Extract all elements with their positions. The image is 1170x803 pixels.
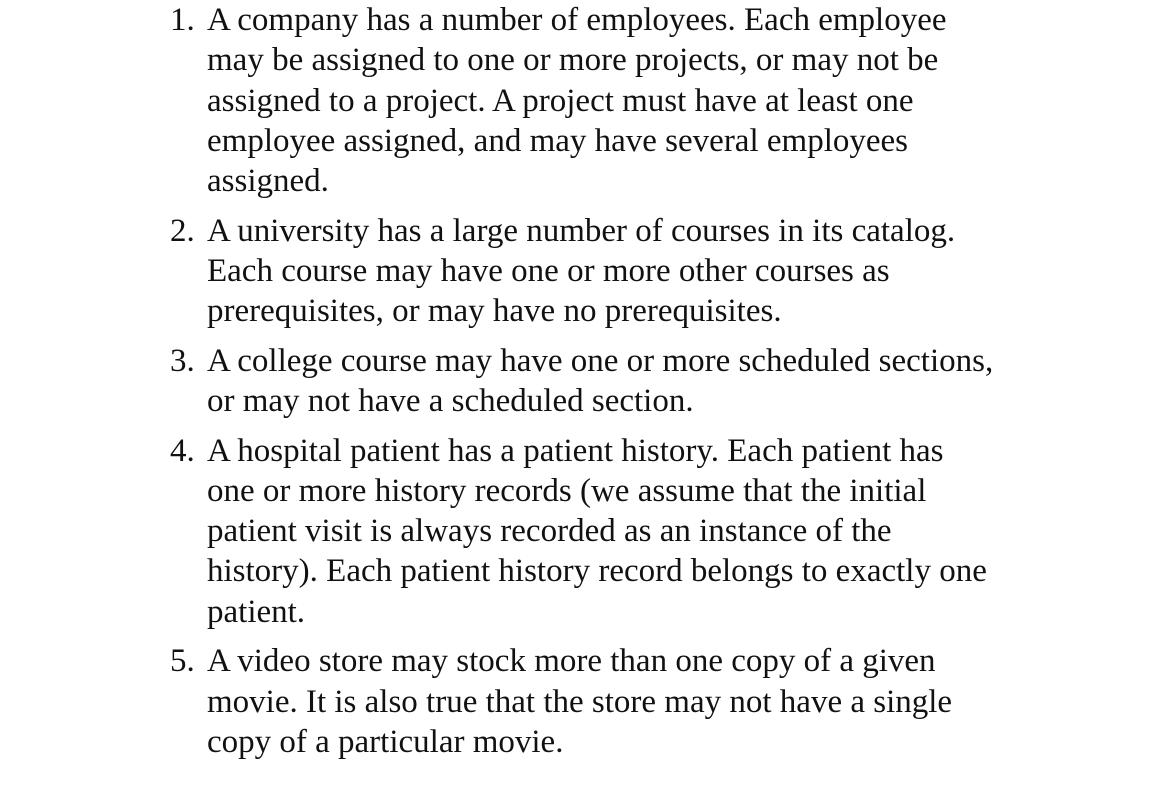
text-line: A company has a number of employees. Each employee	[207, 2, 947, 38]
item-number: 4.	[170, 432, 195, 469]
item-number: 1.	[170, 2, 195, 38]
text-line: employee assigned, and may have several employees	[207, 122, 908, 159]
item-text	[207, 431, 987, 632]
text-line: A hospital patient has a patient history. Each patient has	[207, 432, 944, 469]
numbered-list	[170, 0, 1050, 762]
text-line: movie. It is also true that the store may not have a single	[207, 683, 953, 720]
text-line: patient visit is always recorded as an instance of the	[207, 513, 892, 550]
text-line: one or more history records (we assume that the initial	[207, 472, 927, 509]
item-text	[207, 0, 947, 201]
list-item	[170, 341, 1050, 422]
item-text	[207, 641, 952, 762]
text-line: Each course may have one or more other courses as	[207, 252, 890, 289]
list-item	[170, 431, 1050, 632]
text-line: may be assigned to one or more projects, or may not be	[207, 42, 939, 79]
item-text	[207, 211, 955, 332]
list-item	[170, 641, 1050, 762]
document-body	[170, 0, 1050, 771]
item-text	[207, 341, 993, 422]
list-item	[170, 211, 1050, 332]
text-line: assigned.	[207, 163, 329, 200]
item-number: 2.	[170, 212, 195, 249]
text-line: A video store may stock more than one copy of a given	[207, 643, 936, 680]
text-line: assigned to a project. A project must have at least one	[207, 82, 914, 119]
list-item	[170, 0, 1050, 201]
item-number: 5.	[170, 643, 195, 680]
text-line: history). Each patient history record belongs to exactly one	[207, 553, 987, 590]
text-line: prerequisites, or may have no prerequisites.	[207, 293, 782, 330]
text-line: A university has a large number of courses in its catalog.	[207, 212, 956, 249]
text-line: A college course may have one or more scheduled sections,	[207, 342, 994, 379]
item-number: 3.	[170, 342, 195, 379]
text-line: or may not have a scheduled section.	[207, 383, 694, 420]
text-line: patient.	[207, 593, 306, 630]
text-line: copy of a particular movie.	[207, 723, 564, 760]
